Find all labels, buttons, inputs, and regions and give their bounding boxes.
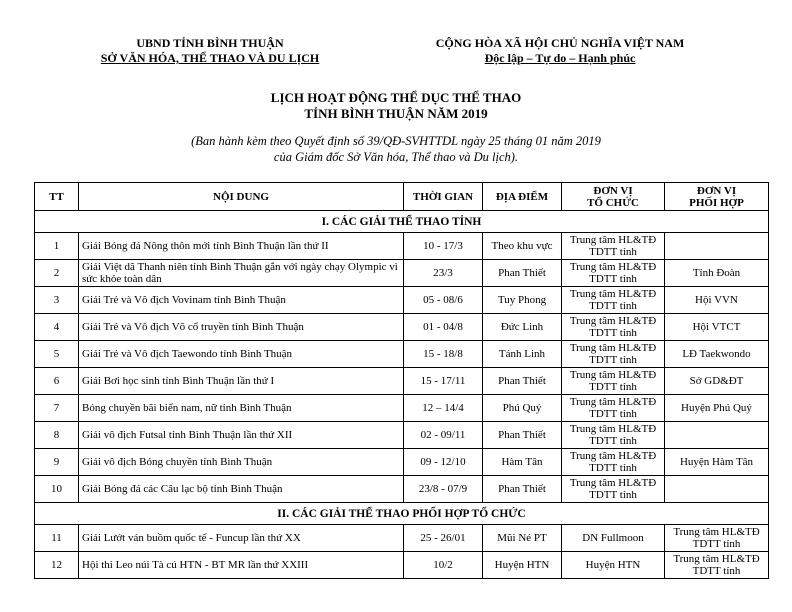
row-partner: Huyện Phú Quý xyxy=(665,395,769,422)
agency-name: SỞ VĂN HÓA, THỂ THAO VÀ DU LỊCH xyxy=(100,51,320,65)
row-number: 8 xyxy=(35,422,79,449)
national-header xyxy=(410,36,710,66)
row-location: Phú Quý xyxy=(483,395,562,422)
row-partner: Hội VTCT xyxy=(665,314,769,341)
row-location: Huyện HTN xyxy=(483,552,562,579)
row-partner: Tỉnh Đoàn xyxy=(665,260,769,287)
row-location: Đức Linh xyxy=(483,314,562,341)
row-time: 12 – 14/4 xyxy=(404,395,483,422)
section-header xyxy=(35,211,769,233)
table-row xyxy=(35,395,769,422)
row-number: 10 xyxy=(35,476,79,503)
table-row xyxy=(35,422,769,449)
national-motto: Độc lập – Tự do – Hạnh phúc xyxy=(484,51,636,65)
row-partner: LĐ Taekwondo xyxy=(665,341,769,368)
row-location: Theo khu vực xyxy=(483,233,562,260)
row-content: Giải Bóng đá Nông thôn mới tỉnh Bình Thuận lần thứ II xyxy=(79,233,404,260)
table-row xyxy=(35,476,769,503)
row-organizer: DN Fullmoon xyxy=(562,525,665,552)
row-partner: Huyện Hàm Tân xyxy=(665,449,769,476)
row-partner: Sở GD&ĐT xyxy=(665,368,769,395)
col-header-time: THỜI GIAN xyxy=(404,183,483,211)
row-time: 15 - 17/11 xyxy=(404,368,483,395)
country-name: CỘNG HÒA XÃ HỘI CHỦ NGHĨA VIỆT NAM xyxy=(435,36,685,50)
row-content: Bóng chuyền bãi biển nam, nữ tỉnh Bình Thuận xyxy=(79,395,404,422)
table-row xyxy=(35,368,769,395)
table-row xyxy=(35,341,769,368)
row-number: 5 xyxy=(35,341,79,368)
row-partner: Trung tâm HL&TĐ TDTT tỉnh xyxy=(665,552,769,579)
section-header xyxy=(35,503,769,525)
row-content: Giải Bơi học sinh tỉnh Bình Thuận lần thứ I xyxy=(79,368,404,395)
schedule-table xyxy=(34,182,769,579)
row-partner xyxy=(665,422,769,449)
row-location: Hàm Tân xyxy=(483,449,562,476)
table-row xyxy=(35,525,769,552)
section-title: I. CÁC GIẢI THỂ THAO TỈNH xyxy=(35,211,769,233)
row-content: Giải Việt dã Thanh niên tỉnh Bình Thuận gắn với ngày chạy Olympic vì sức khỏe toàn dân xyxy=(79,260,404,287)
row-location: Phan Thiết xyxy=(483,422,562,449)
doc-subtitle-line2: của Giám đốc Sở Văn hóa, Thể thao và Du lịch). xyxy=(273,150,519,164)
row-location: Phan Thiết xyxy=(483,476,562,503)
row-time: 10/2 xyxy=(404,552,483,579)
row-organizer: Trung tâm HL&TĐ TDTT tỉnh xyxy=(562,341,665,368)
table-row xyxy=(35,449,769,476)
table-row xyxy=(35,552,769,579)
row-content: Hội thi Leo núi Tà cú HTN - BT MR lần thứ XXIII xyxy=(79,552,404,579)
row-time: 23/8 - 07/9 xyxy=(404,476,483,503)
table-row xyxy=(35,233,769,260)
row-content: Giải vô địch Bóng chuyền tỉnh Bình Thuận xyxy=(79,449,404,476)
row-organizer: Trung tâm HL&TĐ TDTT tỉnh xyxy=(562,395,665,422)
row-time: 01 - 04/8 xyxy=(404,314,483,341)
row-number: 4 xyxy=(35,314,79,341)
row-time: 15 - 18/8 xyxy=(404,341,483,368)
row-organizer: Trung tâm HL&TĐ TDTT tỉnh xyxy=(562,368,665,395)
table-row xyxy=(35,314,769,341)
row-content: Giải vô địch Futsal tỉnh Bình Thuận lần thứ XII xyxy=(79,422,404,449)
row-time: 25 - 26/01 xyxy=(404,525,483,552)
row-time: 23/3 xyxy=(404,260,483,287)
row-number: 3 xyxy=(35,287,79,314)
section-title: II. CÁC GIẢI THỂ THAO PHỐI HỢP TỔ CHỨC xyxy=(35,503,769,525)
row-organizer: Trung tâm HL&TĐ TDTT tỉnh xyxy=(562,233,665,260)
row-time: 05 - 08/6 xyxy=(404,287,483,314)
row-content: Giải Bóng đá các Câu lạc bộ tỉnh Bình Thuận xyxy=(79,476,404,503)
col-header-content: NỘI DUNG xyxy=(79,183,404,211)
row-organizer: Trung tâm HL&TĐ TDTT tỉnh xyxy=(562,422,665,449)
col-header-organizer: ĐƠN VỊ TỔ CHỨC xyxy=(562,183,665,211)
col-header-tt: TT xyxy=(35,183,79,211)
row-partner xyxy=(665,233,769,260)
row-content: Giải Trẻ và Vô địch Võ cổ truyền tỉnh Bình Thuận xyxy=(79,314,404,341)
doc-title-line2: TỈNH BÌNH THUẬN NĂM 2019 xyxy=(304,106,488,121)
row-organizer: Trung tâm HL&TĐ TDTT tỉnh xyxy=(562,449,665,476)
row-organizer: Trung tâm HL&TĐ TDTT tỉnh xyxy=(562,476,665,503)
table-row xyxy=(35,287,769,314)
row-partner xyxy=(665,476,769,503)
row-location: Mũi Né PT xyxy=(483,525,562,552)
row-time: 10 - 17/3 xyxy=(404,233,483,260)
row-partner: Hội VVN xyxy=(665,287,769,314)
row-number: 6 xyxy=(35,368,79,395)
agency-header xyxy=(60,36,360,66)
table-header-row xyxy=(35,183,769,211)
table-row xyxy=(35,260,769,287)
row-content: Giải Lướt ván buồm quốc tế - Funcup lần thứ XX xyxy=(79,525,404,552)
row-content: Giải Trẻ và Vô địch Taewondo tỉnh Bình Thuận xyxy=(79,341,404,368)
row-location: Phan Thiết xyxy=(483,368,562,395)
row-partner: Trung tâm HL&TĐ TDTT tỉnh xyxy=(665,525,769,552)
row-number: 2 xyxy=(35,260,79,287)
row-location: Tánh Linh xyxy=(483,341,562,368)
row-number: 12 xyxy=(35,552,79,579)
row-location: Tuy Phong xyxy=(483,287,562,314)
row-time: 02 - 09/11 xyxy=(404,422,483,449)
doc-subtitle-line1: (Ban hành kèm theo Quyết định số 39/QĐ-SVHTTDL ngày 25 tháng 01 năm 2019 xyxy=(191,134,601,148)
col-header-partner: ĐƠN VỊ PHỐI HỢP xyxy=(665,183,769,211)
row-organizer: Huyện HTN xyxy=(562,552,665,579)
row-content: Giải Trẻ và Vô địch Vovinam tỉnh Bình Thuận xyxy=(79,287,404,314)
col-header-location: ĐỊA ĐIỂM xyxy=(483,183,562,211)
row-number: 9 xyxy=(35,449,79,476)
doc-title-line1: LỊCH HOẠT ĐỘNG THỂ DỤC THỂ THAO xyxy=(270,90,522,105)
row-number: 7 xyxy=(35,395,79,422)
row-location: Phan Thiết xyxy=(483,260,562,287)
row-number: 1 xyxy=(35,233,79,260)
row-organizer: Trung tâm HL&TĐ TDTT tỉnh xyxy=(562,314,665,341)
row-time: 09 - 12/10 xyxy=(404,449,483,476)
row-number: 11 xyxy=(35,525,79,552)
row-organizer: Trung tâm HL&TĐ TDTT tỉnh xyxy=(562,260,665,287)
agency-parent: UBND TỈNH BÌNH THUẬN xyxy=(136,36,284,50)
row-organizer: Trung tâm HL&TĐ TDTT tỉnh xyxy=(562,287,665,314)
